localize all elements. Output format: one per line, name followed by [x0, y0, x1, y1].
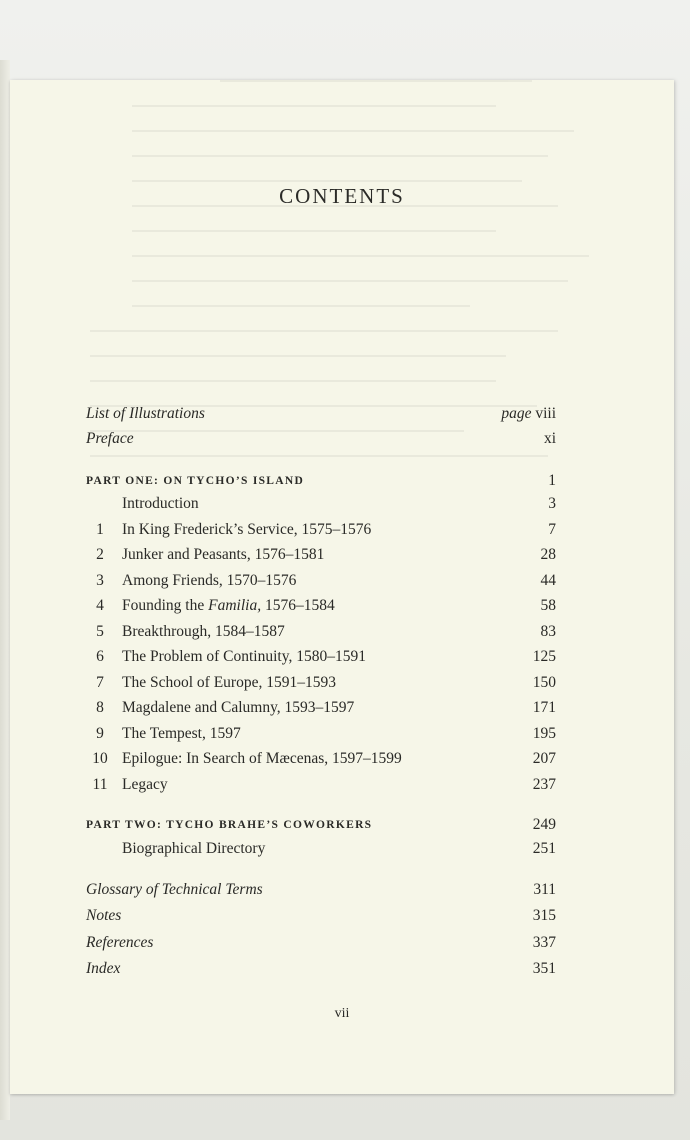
chapter-number: 5 — [96, 623, 104, 640]
toc-entry-chapter-11[interactable] — [86, 773, 556, 797]
previous-page-edge — [0, 60, 10, 1120]
chapter-number: 9 — [96, 725, 104, 742]
chapter-number: 6 — [96, 648, 104, 665]
toc-entry-chapter-10[interactable] — [86, 747, 556, 771]
toc-entry-label: Notes — [86, 907, 122, 924]
toc-entry-label: The School of Europe, 1591–1593 — [122, 674, 336, 691]
toc-entry-chapter-6[interactable] — [86, 645, 556, 669]
toc-entry-label: Preface — [86, 430, 134, 447]
toc-entry-introduction[interactable] — [86, 492, 556, 516]
chapter-number: 1 — [96, 521, 104, 538]
toc-entry-page: 1 — [548, 472, 556, 489]
toc-entry-chapter-8[interactable] — [86, 696, 556, 720]
toc-entry-label: The Tempest, 1597 — [122, 725, 241, 742]
label-part: Founding the — [122, 597, 209, 614]
toc-entry-label: Among Friends, 1570–1576 — [122, 572, 297, 589]
toc-entry-chapter-4[interactable] — [86, 594, 556, 618]
toc-entry-page: 315 — [532, 907, 556, 924]
toc-entry-chapter-1[interactable] — [86, 518, 556, 542]
toc-entry-list-of-illustrations[interactable] — [86, 402, 556, 426]
toc-entry-page: 171 — [532, 699, 556, 716]
toc-entry-chapter-3[interactable] — [86, 569, 556, 593]
toc-entry-chapter-2[interactable] — [86, 543, 556, 567]
toc-entry-label: List of Illustrations — [86, 405, 205, 422]
toc-part-label: PART ONE: ON TYCHO’S ISLAND — [86, 475, 305, 487]
toc-entry-label: Magdalene and Calumny, 1593–1597 — [122, 699, 355, 716]
toc-entry-page: 337 — [532, 934, 556, 951]
toc-part-one[interactable] — [86, 469, 556, 493]
toc-entry-chapter-7[interactable] — [86, 671, 556, 695]
toc-entry-page: 28 — [540, 546, 556, 563]
chapter-number: 3 — [96, 572, 104, 589]
toc-entry-page: 125 — [532, 648, 556, 665]
chapter-number: 11 — [92, 776, 108, 793]
toc-entry-notes[interactable] — [86, 904, 556, 928]
toc-entry-label: Glossary of Technical Terms — [86, 881, 263, 898]
toc-entry-label: Index — [86, 960, 121, 977]
toc-entry-page: 3 — [548, 495, 556, 512]
toc-entry-chapter-5[interactable] — [86, 620, 556, 644]
toc-entry-page: 351 — [532, 960, 556, 977]
chapter-number: 4 — [96, 597, 104, 614]
chapter-number: 10 — [92, 750, 108, 767]
toc-entry-label: Breakthrough, 1584–1587 — [122, 623, 285, 640]
contents-heading: CONTENTS — [279, 184, 405, 208]
toc-entry-page: 195 — [532, 725, 556, 742]
toc-entry-label: The Problem of Continuity, 1580–1591 — [122, 648, 366, 665]
toc-entry-page: 237 — [532, 776, 556, 793]
toc-entry-index[interactable] — [86, 957, 556, 981]
toc-entry-page: 207 — [532, 750, 556, 767]
chapter-number: 8 — [96, 699, 104, 716]
toc-entry-label: Biographical Directory — [122, 840, 266, 857]
toc-entry-label: Epilogue: In Search of Mæcenas, 1597–1599 — [122, 750, 402, 767]
label-part: 1576–1584 — [261, 597, 335, 614]
toc-entry-page: page viii — [501, 405, 556, 422]
chapter-number: 7 — [96, 674, 104, 691]
toc-entry-label — [122, 594, 335, 618]
toc-entry-label: References — [86, 934, 154, 951]
toc-entry-page: 44 — [540, 572, 556, 589]
toc-entry-page: xi — [543, 430, 556, 447]
toc-entry-preface[interactable] — [86, 427, 556, 451]
toc-entry-label: In King Frederick’s Service, 1575–1576 — [122, 521, 372, 538]
toc-entry-page: 251 — [532, 840, 556, 857]
toc-entry-label: Introduction — [122, 495, 199, 512]
label-italic-part: Familia, — [208, 597, 262, 614]
toc-entry-glossary[interactable] — [86, 878, 556, 902]
page-folio: vii — [334, 1006, 350, 1021]
toc-entry-page: 7 — [548, 521, 556, 538]
toc-entry-page: 249 — [532, 816, 556, 833]
toc-part-two[interactable] — [86, 813, 556, 837]
book-page — [10, 80, 674, 1094]
toc-entry-references[interactable] — [86, 931, 556, 955]
toc-part-label: PART TWO: TYCHO BRAHE’S COWORKERS — [86, 819, 373, 831]
toc-entry-page: 150 — [532, 674, 556, 691]
toc-entry-page: 83 — [540, 623, 556, 640]
toc-entry-label: Legacy — [122, 776, 168, 793]
toc-entry-page: 311 — [533, 881, 556, 898]
toc-entry-label: Junker and Peasants, 1576–1581 — [122, 546, 325, 563]
chapter-number: 2 — [96, 546, 104, 563]
toc-entry-page: 58 — [540, 597, 556, 614]
toc-entry-chapter-9[interactable] — [86, 722, 556, 746]
toc-entry-biographical-directory[interactable] — [86, 837, 556, 861]
